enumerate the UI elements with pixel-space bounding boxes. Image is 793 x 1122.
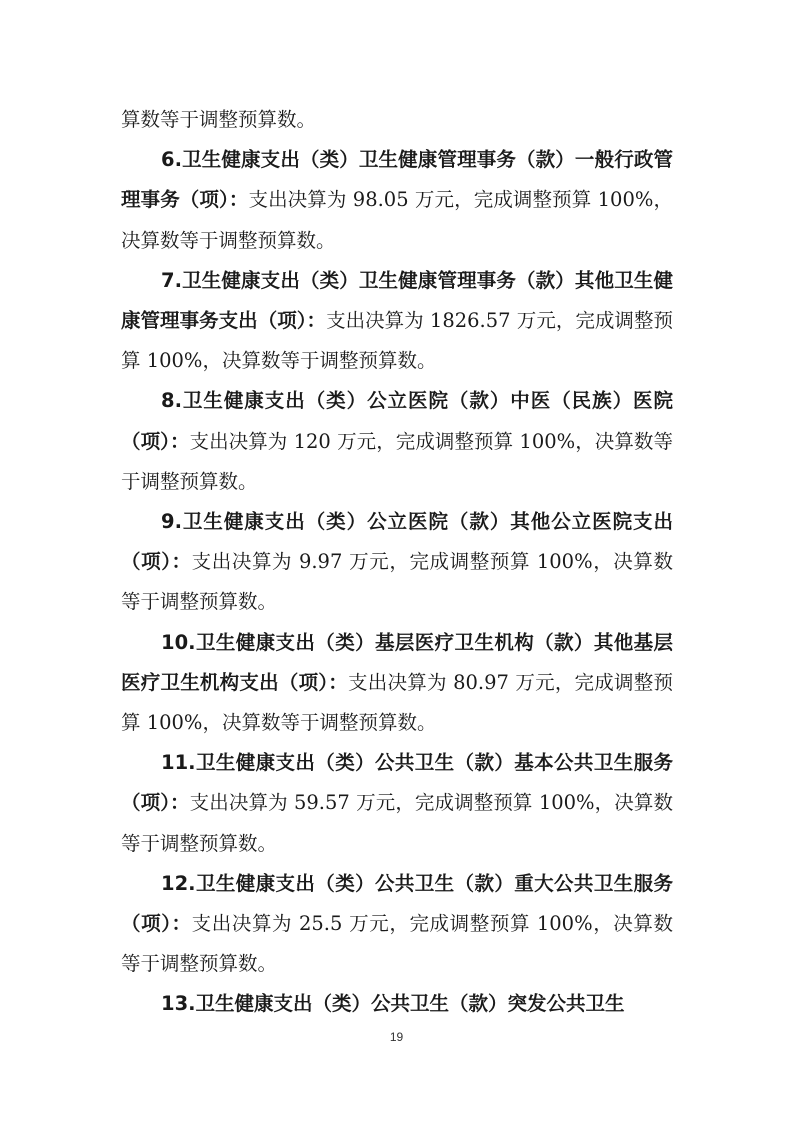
item-7-body: 支出决算为 1826.57 万元，完成调整预算 100%，决算数等于调整预算数。 [121, 309, 673, 373]
continuation-paragraph: 算数等于调整预算数。 [121, 108, 317, 131]
item-12-paragraph [121, 864, 673, 985]
item-12-heading: 12.卫生健康支出（类）公共卫生（款）重大公共卫生服务（项）： [121, 871, 673, 936]
item-13-paragraph [121, 984, 673, 1024]
item-11-body: 支出决算为 59.57 万元，完成调整预算 100%，决算数等于调整预算数。 [121, 791, 673, 855]
item-11-heading: 11.卫生健康支出（类）公共卫生（款）基本公共卫生服务（项）： [121, 751, 673, 815]
item-10-heading: 10.卫生健康支出（类）基层医疗卫生机构（款）其他基层医疗卫生机构支出（项）： [121, 630, 673, 694]
item-8-body: 支出决算为 120 万元，完成调整预算 100%，决算数等于调整预算数。 [121, 429, 673, 493]
item-9-paragraph [121, 502, 673, 623]
item-7-heading: 7.卫生健康支出（类）卫生健康管理事务（款）其他卫生健康管理事务支出（项）： [121, 268, 673, 333]
item-12-body: 支出决算为 25.5 万元，完成调整预算 100%，决算数等于调整预算数。 [121, 912, 673, 976]
item-6-heading: 6.卫生健康支出（类）卫生健康管理事务（款）一般行政管理事务（项）： [121, 148, 673, 212]
item-7-paragraph [121, 261, 673, 382]
item-9-body: 支出决算为 9.97 万元，完成调整预算 100%，决算数等于调整预算数。 [121, 550, 673, 614]
item-10-body: 支出决算为 80.97 万元，完成调整预算 100%，决算数等于调整预算数。 [121, 670, 673, 735]
page-number: 19 [389, 1030, 404, 1044]
item-6-body: 支出决算为 98.05 万元，完成调整预算 100%，决算数等于调整预算数。 [121, 188, 673, 252]
item-11-paragraph [121, 743, 673, 864]
item-8-heading: 8.卫生健康支出（类）公立医院（款）中医（民族）医院（项）： [121, 389, 673, 453]
document-page [121, 100, 673, 1025]
item-9-heading: 9.卫生健康支出（类）公立医院（款）其他公立医院支出（项）： [121, 510, 673, 574]
item-8-paragraph [121, 381, 673, 502]
item-6-paragraph [121, 140, 673, 261]
item-10-paragraph [121, 623, 673, 744]
item-13-heading: 13.卫生健康支出（类）公共卫生（款）突发公共卫生 [161, 992, 625, 1016]
